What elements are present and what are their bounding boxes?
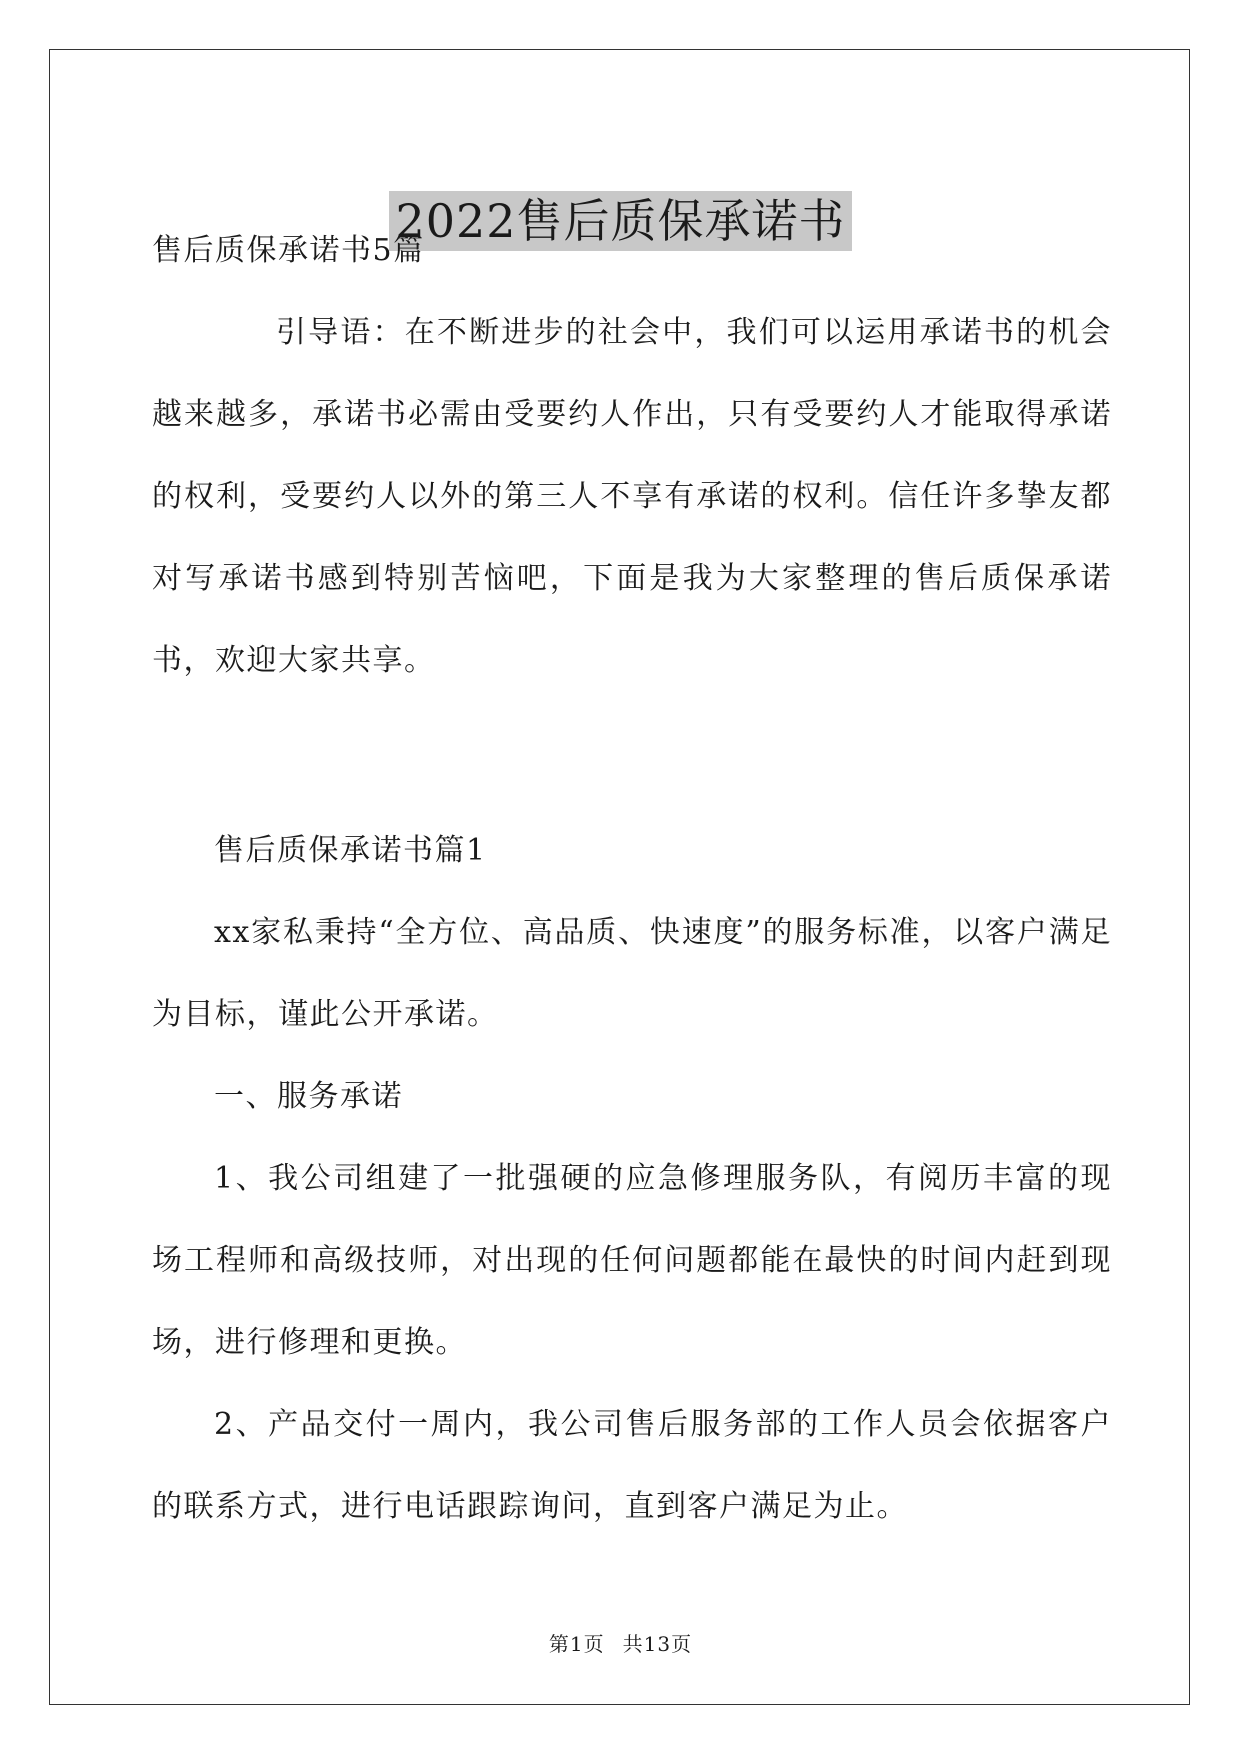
section1-heading: 售后质保承诺书篇1 <box>214 833 487 868</box>
service-item-2: 2、产品交付一周内，我公司售后服务部的工作人员会依据客户的联系方式，进行电话跟踪询问，直到客户满足为止。 <box>152 1407 1112 1524</box>
page-number: 第1页 <box>548 1632 605 1656</box>
service-heading: 一、服务承诺 <box>214 1079 403 1114</box>
section1-paragraph: xx家私秉持“全方位、高品质、快速度”的服务标准，以客户满足为目标，谨此公开承诺。 <box>152 915 1112 1032</box>
intro-paragraph: 引导语：在不断进步的社会中，我们可以运用承诺书的机会越来越多，承诺书必需由受要约人作出，只有受要约人才能取得承诺的权利，受要约人以外的第三人不享有承诺的权利。信任许多挚友都对写承诺书感到特别苦恼吧，下面是我为大家整理的售后质保承诺书，欢迎大家共享。 <box>152 315 1112 678</box>
document-subtitle: 售后质保承诺书5篇 <box>152 233 425 268</box>
page-footer <box>0 1628 1241 1657</box>
page-total: 共13页 <box>622 1632 693 1656</box>
service-item-1: 1、我公司组建了一批强硬的应急修理服务队，有阅历丰富的现场工程师和高级技师，对出现的任何问题都能在最快的时间内赶到现场，进行修理和更换。 <box>152 1161 1112 1360</box>
document-body <box>152 210 1112 702</box>
section1 <box>152 810 1112 1548</box>
document-title: 2022售后质保承诺书 <box>389 191 851 251</box>
